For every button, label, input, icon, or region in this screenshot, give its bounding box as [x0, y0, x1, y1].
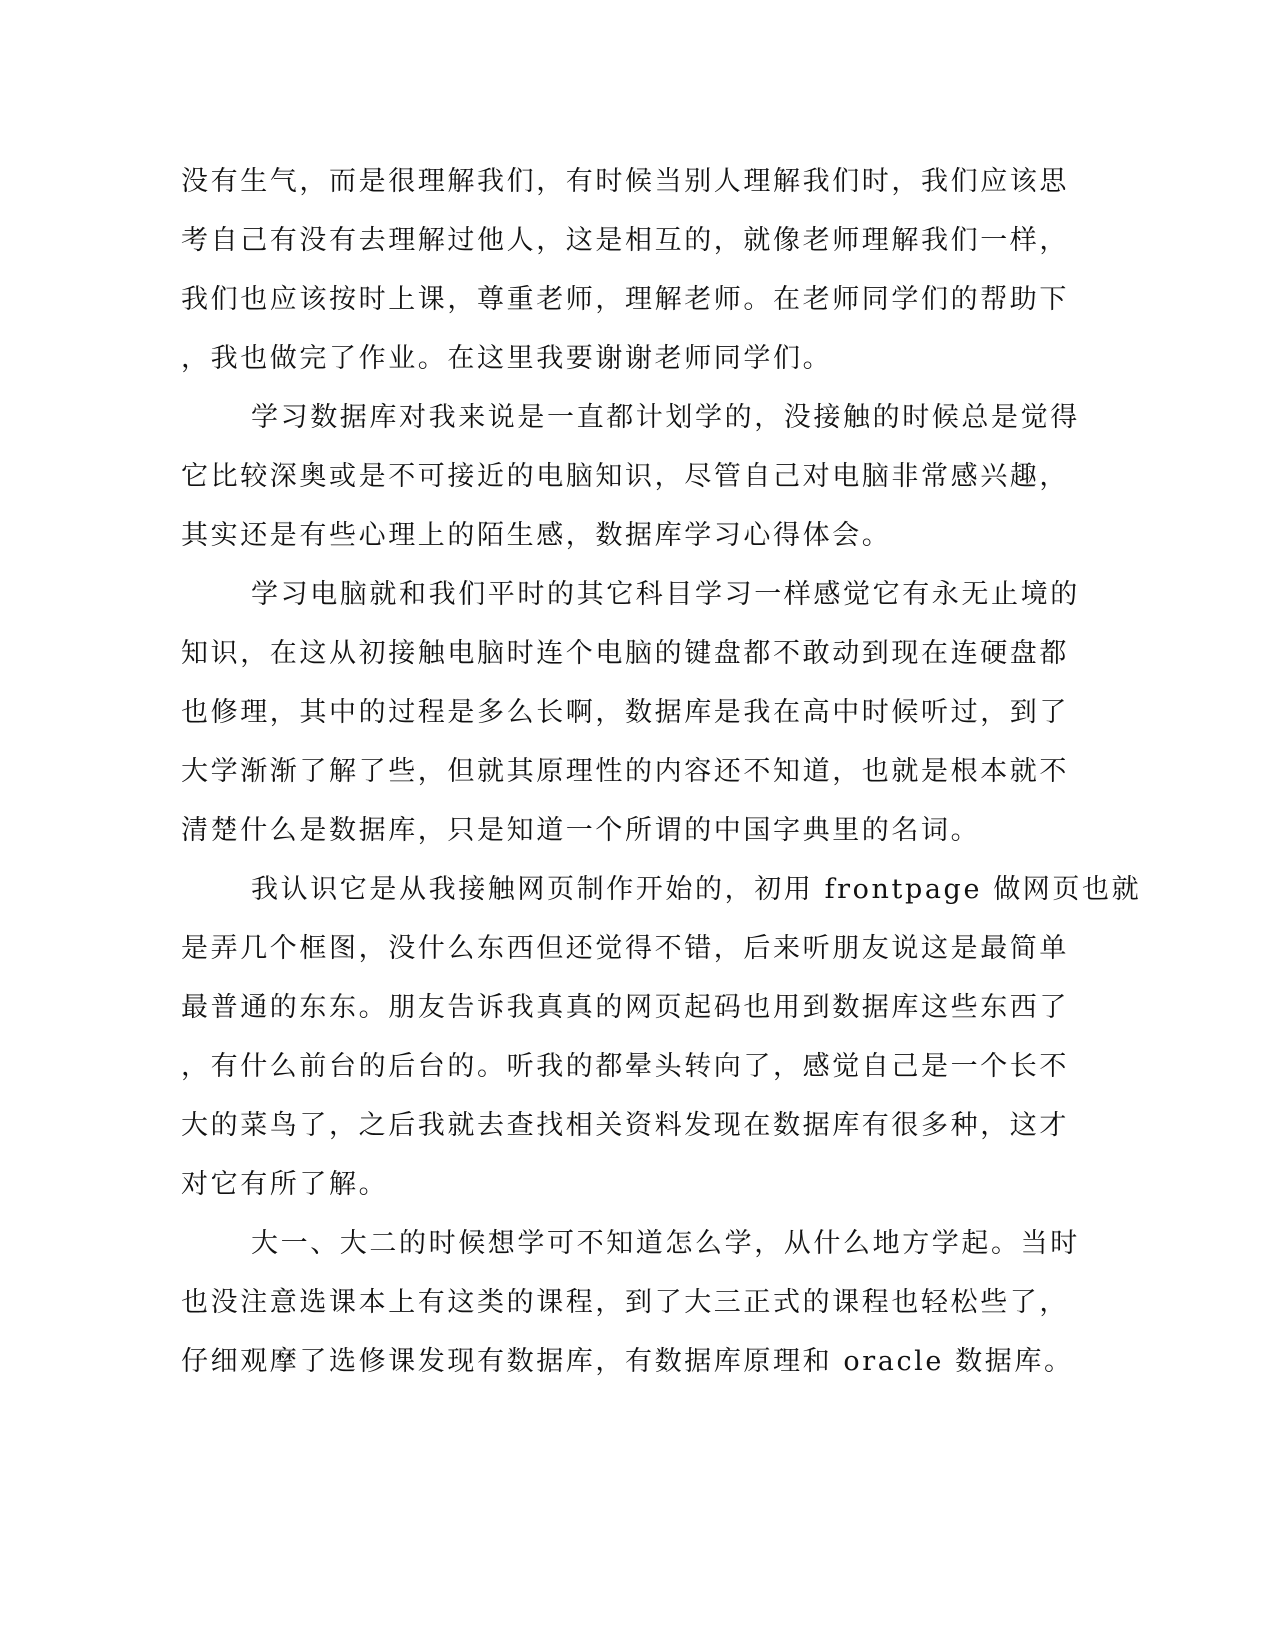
text-line: 最普通的东东。朋友告诉我真真的网页起码也用到数据库这些东西了 [181, 992, 1069, 1023]
paragraph-first-line: 我认识它是从我接触网页制作开始的，初用 frontpage 做网页也就 [251, 874, 1142, 905]
text-line: ，我也做完了作业。在这里我要谢谢老师同学们。 [181, 343, 833, 374]
text-line: 对它有所了解。 [181, 1169, 389, 1200]
paragraph-first-line: 学习数据库对我来说是一直都计划学的，没接触的时候总是觉得 [251, 402, 1080, 433]
text-line: ，有什么前台的后台的。听我的都晕头转向了，感觉自己是一个长不 [181, 1051, 1069, 1082]
text-line: 清楚什么是数据库，只是知道一个所谓的中国字典里的名词。 [181, 815, 981, 846]
text-line: 其实还是有些心理上的陌生感，数据库学习心得体会。 [181, 520, 892, 551]
text-line: 大的菜鸟了，之后我就去查找相关资料发现在数据库有很多种，这才 [181, 1110, 1069, 1141]
text-line: 没有生气，而是很理解我们，有时候当别人理解我们时，我们应该思 [181, 166, 1069, 197]
text-line: 我们也应该按时上课，尊重老师，理解老师。在老师同学们的帮助下 [181, 284, 1069, 315]
text-line: 也修理，其中的过程是多么长啊，数据库是我在高中时候听过，到了 [181, 697, 1069, 728]
text-line: 是弄几个框图，没什么东西但还觉得不错，后来听朋友说这是最简单 [181, 933, 1069, 964]
paragraph-first-line: 学习电脑就和我们平时的其它科目学习一样感觉它有永无止境的 [251, 579, 1080, 610]
body-text [181, 160, 1142, 1399]
text-line: 也没注意选课本上有这类的课程，到了大三正式的课程也轻松些了， [181, 1287, 1069, 1318]
text-line: 它比较深奥或是不可接近的电脑知识，尽管自己对电脑非常感兴趣， [181, 461, 1069, 492]
text-line: 知识，在这从初接触电脑时连个电脑的键盘都不敢动到现在连硬盘都 [181, 638, 1069, 669]
text-line: 大学渐渐了解了些，但就其原理性的内容还不知道，也就是根本就不 [181, 756, 1069, 787]
text-line: 考自己有没有去理解过他人，这是相互的，就像老师理解我们一样， [181, 225, 1069, 256]
text-line: 仔细观摩了选修课发现有数据库，有数据库原理和 oracle 数据库。 [181, 1346, 1074, 1377]
paragraph-first-line: 大一、大二的时候想学可不知道怎么学，从什么地方学起。当时 [251, 1228, 1080, 1259]
